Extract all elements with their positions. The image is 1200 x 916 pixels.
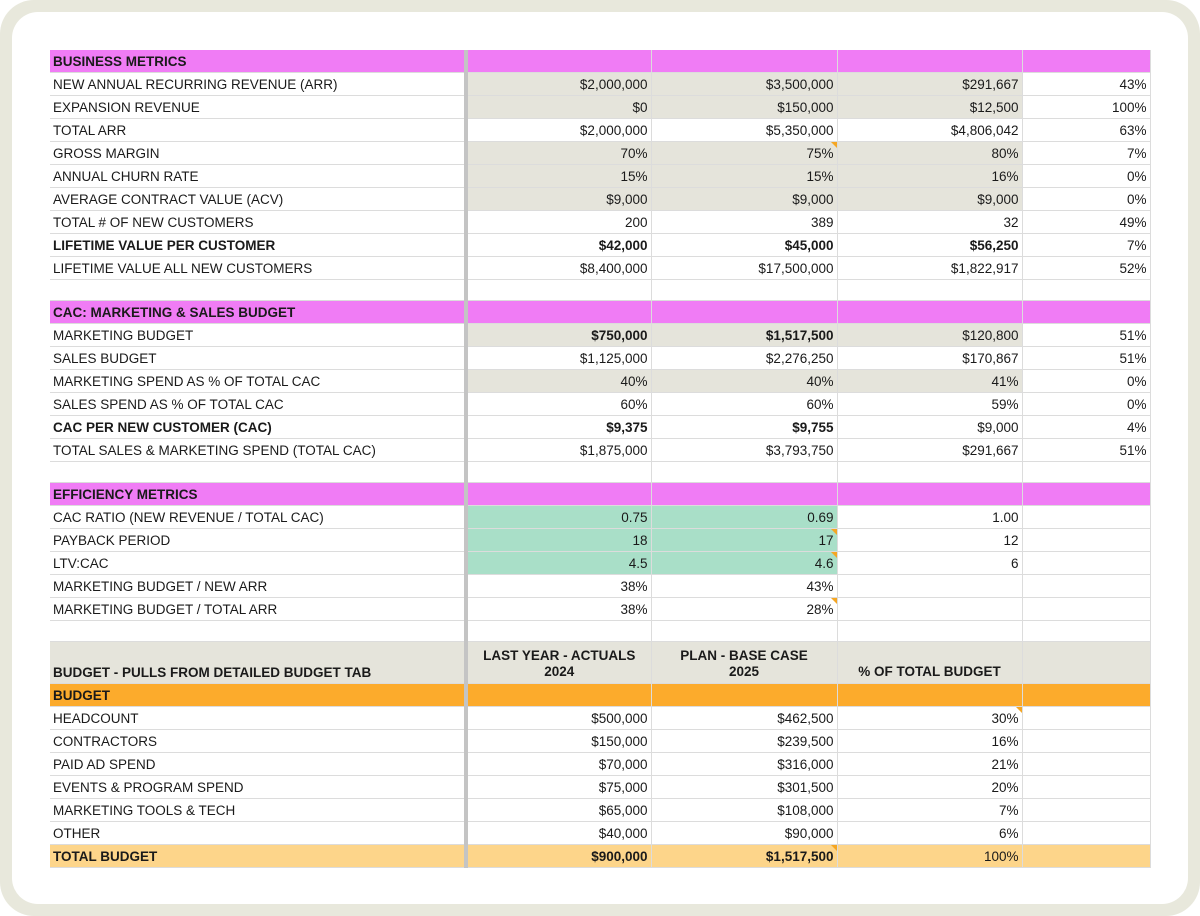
cell[interactable]: $9,000 [837,416,1022,439]
row-label[interactable]: LTV:CAC [50,552,466,575]
table-row [50,799,1150,822]
cell[interactable]: 60% [651,393,837,416]
cell[interactable] [1022,552,1150,575]
section-title: CAC: MARKETING & SALES BUDGET [50,301,466,324]
cell[interactable]: 40% [651,370,837,393]
cell[interactable]: $900,000 [466,845,651,868]
table-row [50,753,1150,776]
cell[interactable]: 40% [466,370,651,393]
cell[interactable]: 4.6 [651,552,837,575]
spreadsheet-card [12,12,1188,904]
cell[interactable]: $316,000 [651,753,837,776]
cell[interactable]: $0 [466,96,651,119]
cell[interactable]: $90,000 [651,822,837,845]
cell[interactable]: $56,250 [837,234,1022,257]
cell[interactable]: $45,000 [651,234,837,257]
cell[interactable]: 0.75 [466,506,651,529]
cell[interactable]: $70,000 [466,753,651,776]
row-label[interactable]: CONTRACTORS [50,730,466,753]
cell[interactable]: 60% [466,393,651,416]
table-row [50,598,1150,621]
cell[interactable]: $75,000 [466,776,651,799]
cell[interactable]: $291,667 [837,73,1022,96]
cell[interactable]: 7% [1022,142,1150,165]
row-label[interactable]: MARKETING TOOLS & TECH [50,799,466,822]
table-row [50,142,1150,165]
cell[interactable]: $3,500,000 [651,73,837,96]
blank-row [50,462,1150,483]
cell[interactable] [1022,598,1150,621]
table-row [50,96,1150,119]
row-label[interactable]: EVENTS & PROGRAM SPEND [50,776,466,799]
column-header-line: LAST YEAR - ACTUALS [483,648,636,663]
table-row [50,188,1150,211]
cell[interactable]: $2,276,250 [651,347,837,370]
section-title: EFFICIENCY METRICS [50,483,466,506]
row-label[interactable]: GROSS MARGIN [50,142,466,165]
cell[interactable]: $42,000 [466,234,651,257]
column-header-percent[interactable]: % OF TOTAL BUDGET [837,642,1022,684]
cell[interactable]: $239,500 [651,730,837,753]
row-label[interactable]: SALES SPEND AS % OF TOTAL CAC [50,393,466,416]
row-label[interactable]: SALES BUDGET [50,347,466,370]
cell[interactable]: $1,875,000 [466,439,651,462]
section-header-cac [50,301,1150,324]
row-label[interactable]: CAC PER NEW CUSTOMER (CAC) [50,416,466,439]
cell[interactable]: 15% [466,165,651,188]
cell[interactable]: 4% [1022,416,1150,439]
cell[interactable]: 17 [651,529,837,552]
section-header-budget [50,684,1150,707]
cell[interactable]: $9,000 [837,188,1022,211]
cell[interactable]: $65,000 [466,799,651,822]
table-row [50,165,1150,188]
column-header-year: 2024 [544,664,575,679]
column-header-actuals[interactable] [466,642,651,684]
cell[interactable] [1022,506,1150,529]
cell[interactable]: $500,000 [466,707,651,730]
cell[interactable]: 70% [466,142,651,165]
table-row [50,370,1150,393]
cell[interactable]: 7% [1022,234,1150,257]
row-label[interactable]: NEW ANNUAL RECURRING REVENUE (ARR) [50,73,466,96]
section-header-efficiency [50,483,1150,506]
table-row [50,506,1150,529]
table-row [50,324,1150,347]
cell[interactable]: 6 [837,552,1022,575]
table-row [50,416,1150,439]
cell[interactable]: 43% [651,575,837,598]
budget-header-label: BUDGET - PULLS FROM DETAILED BUDGET TAB [50,642,466,684]
table-row [50,393,1150,416]
cell[interactable]: $1,517,500 [651,324,837,347]
cell[interactable]: $150,000 [466,730,651,753]
cell[interactable]: $9,000 [651,188,837,211]
cell[interactable]: 0% [1022,393,1150,416]
cell[interactable]: 32 [837,211,1022,234]
cell[interactable]: $120,800 [837,324,1022,347]
cell[interactable]: 49% [1022,211,1150,234]
cell[interactable]: 16% [837,165,1022,188]
table-row [50,347,1150,370]
budget-column-header [50,642,1150,684]
cell[interactable]: 51% [1022,324,1150,347]
cell[interactable]: 12 [837,529,1022,552]
cell[interactable]: 0.69 [651,506,837,529]
table-row [50,575,1150,598]
cell[interactable]: 1.00 [837,506,1022,529]
table-row [50,234,1150,257]
cell[interactable]: 0% [1022,165,1150,188]
cell[interactable]: $1,517,500 [651,845,837,868]
cell[interactable]: 51% [1022,439,1150,462]
cell[interactable]: $291,667 [837,439,1022,462]
cell[interactable]: $301,500 [651,776,837,799]
cell[interactable]: $1,822,917 [837,257,1022,280]
row-label[interactable]: TOTAL SALES & MARKETING SPEND (TOTAL CAC) [50,439,466,462]
cell[interactable]: $462,500 [651,707,837,730]
table-row [50,552,1150,575]
table-row [50,730,1150,753]
cell[interactable]: 100% [1022,96,1150,119]
cell[interactable]: 15% [651,165,837,188]
cell[interactable]: $8,400,000 [466,257,651,280]
table-row [50,529,1150,552]
row-label[interactable]: CAC RATIO (NEW REVENUE / TOTAL CAC) [50,506,466,529]
cell[interactable]: 0% [1022,188,1150,211]
blank-row [50,280,1150,301]
cell[interactable] [1022,529,1150,552]
cell[interactable]: 16% [837,730,1022,753]
cell[interactable]: 51% [1022,347,1150,370]
cell[interactable]: 41% [837,370,1022,393]
cell[interactable]: 7% [837,799,1022,822]
cell[interactable]: 38% [466,575,651,598]
cell[interactable]: 6% [837,822,1022,845]
cell[interactable]: $750,000 [466,324,651,347]
cell[interactable]: $9,755 [651,416,837,439]
row-label[interactable]: MARKETING SPEND AS % OF TOTAL CAC [50,370,466,393]
cell[interactable]: $2,000,000 [466,119,651,142]
row-label[interactable]: TOTAL BUDGET [50,845,466,868]
column-header-line: PLAN - BASE CASE [680,648,808,663]
cell[interactable] [837,575,1022,598]
cell[interactable]: $150,000 [651,96,837,119]
cell[interactable]: 63% [1022,119,1150,142]
column-header-plan[interactable] [651,642,837,684]
row-label[interactable]: MARKETING BUDGET [50,324,466,347]
cell[interactable]: 38% [466,598,651,621]
cell[interactable]: 52% [1022,257,1150,280]
row-label[interactable]: MARKETING BUDGET / NEW ARR [50,575,466,598]
cell[interactable]: $17,500,000 [651,257,837,280]
cell[interactable]: 59% [837,393,1022,416]
cell[interactable]: 80% [837,142,1022,165]
cell[interactable]: $12,500 [837,96,1022,119]
row-label[interactable]: ANNUAL CHURN RATE [50,165,466,188]
column-header-year: 2025 [728,664,760,679]
cell[interactable]: 20% [837,776,1022,799]
table-row [50,707,1150,730]
cell[interactable]: $108,000 [651,799,837,822]
table-row [50,257,1150,280]
cell[interactable] [837,598,1022,621]
cell[interactable]: $9,375 [466,416,651,439]
spreadsheet-grid [50,50,1151,868]
section-title: BUSINESS METRICS [50,50,466,73]
table-row [50,211,1150,234]
cell[interactable] [1022,575,1150,598]
cell[interactable]: 100% [837,845,1022,868]
total-row [50,845,1150,868]
row-label[interactable]: TOTAL # OF NEW CUSTOMERS [50,211,466,234]
cell[interactable]: $5,350,000 [651,119,837,142]
row-label[interactable]: PAYBACK PERIOD [50,529,466,552]
cell[interactable]: 75% [651,142,837,165]
blank-row [50,621,1150,642]
cell[interactable]: 28% [651,598,837,621]
cell[interactable]: $4,806,042 [837,119,1022,142]
cell[interactable]: 21% [837,753,1022,776]
cell[interactable]: 30% [837,707,1022,730]
table-row [50,439,1150,462]
cell[interactable]: 18 [466,529,651,552]
row-label[interactable]: HEADCOUNT [50,707,466,730]
cell[interactable]: 389 [651,211,837,234]
section-title: BUDGET [50,684,466,707]
cell[interactable]: 200 [466,211,651,234]
row-label[interactable]: AVERAGE CONTRACT VALUE (ACV) [50,188,466,211]
table-row [50,119,1150,142]
cell[interactable]: $3,793,750 [651,439,837,462]
cell[interactable]: $2,000,000 [466,73,651,96]
cell[interactable]: $9,000 [466,188,651,211]
row-label[interactable]: TOTAL ARR [50,119,466,142]
cell[interactable]: 4.5 [466,552,651,575]
row-label[interactable]: EXPANSION REVENUE [50,96,466,119]
cell[interactable]: $170,867 [837,347,1022,370]
cell[interactable]: $40,000 [466,822,651,845]
table-row [50,73,1150,96]
row-label[interactable]: MARKETING BUDGET / TOTAL ARR [50,598,466,621]
cell[interactable]: 0% [1022,370,1150,393]
table-row [50,822,1150,845]
section-header-business-metrics [50,50,1150,73]
table-row [50,776,1150,799]
cell[interactable]: $1,125,000 [466,347,651,370]
row-label[interactable]: OTHER [50,822,466,845]
row-label[interactable]: LIFETIME VALUE ALL NEW CUSTOMERS [50,257,466,280]
row-label[interactable]: LIFETIME VALUE PER CUSTOMER [50,234,466,257]
row-label[interactable]: PAID AD SPEND [50,753,466,776]
cell[interactable]: 43% [1022,73,1150,96]
